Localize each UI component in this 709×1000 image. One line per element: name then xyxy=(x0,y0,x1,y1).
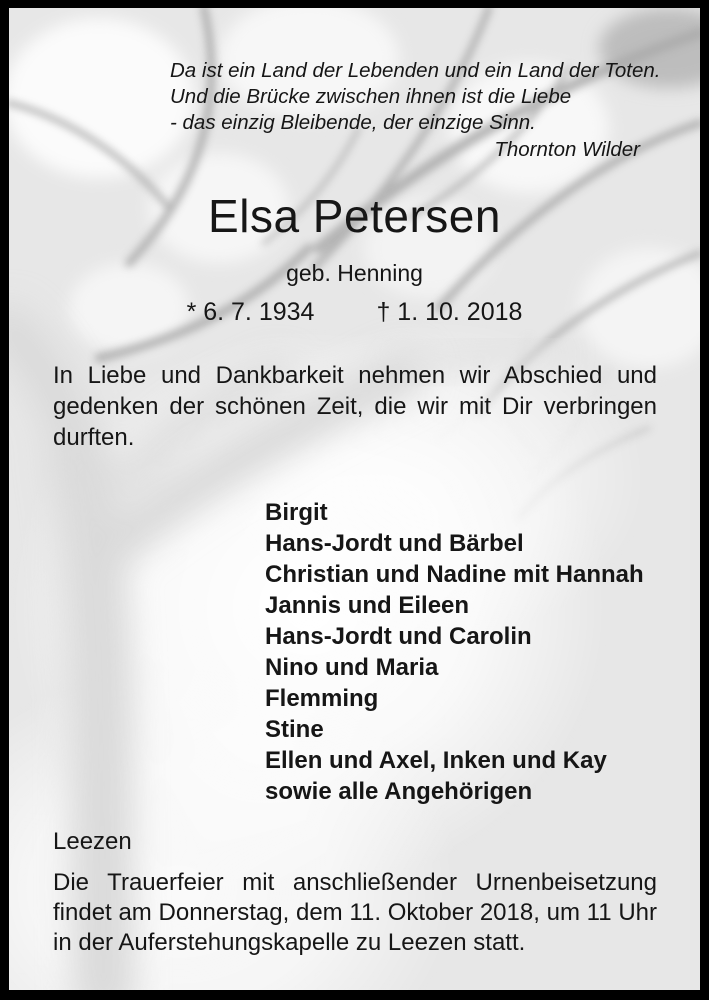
mourner-line: Jannis und Eileen xyxy=(265,592,470,619)
mourner-line: Nino und Maria xyxy=(265,654,439,681)
death-date: † 1. 10. 2018 xyxy=(376,298,523,326)
birth-date: * 6. 7. 1934 xyxy=(186,298,315,326)
mourner-line: Ellen und Axel, Inken und Kay xyxy=(265,747,607,774)
mourners-list xyxy=(265,497,644,807)
quote-line: - das einzig Bleibende, der einzige Sinn. xyxy=(170,111,536,134)
mourner-line: Birgit xyxy=(265,499,328,526)
mourner-line: Stine xyxy=(265,716,324,743)
mourner-line: Hans-Jordt und Bärbel xyxy=(265,530,524,557)
mourner-line: sowie alle Angehörigen xyxy=(265,778,533,805)
life-dates xyxy=(9,298,700,326)
opening-quote xyxy=(170,58,661,163)
deceased-name: Elsa Petersen xyxy=(208,190,501,242)
mourner-line: Flemming xyxy=(265,685,379,712)
maiden-name: geb. Henning xyxy=(286,260,423,286)
mourner-line: Christian und Nadine mit Hannah xyxy=(265,561,644,588)
mourner-line: Hans-Jordt und Carolin xyxy=(265,623,532,650)
quote-line: Da ist ein Land der Lebenden und ein Land der Toten. xyxy=(170,59,661,82)
location-text: Leezen xyxy=(53,828,132,855)
paper-background xyxy=(9,8,700,990)
quote-attribution: Thornton Wilder xyxy=(494,138,640,161)
quote-line: Und die Brücke zwischen ihnen ist die Liebe xyxy=(170,85,572,108)
funeral-details: Die Trauerfeier mit anschließender Urnenbeisetzung findet am Donnerstag, dem 11. Oktober 2018, um 11 Uhr in der Auferstehungskapelle zu Leezen statt. xyxy=(53,869,657,956)
tribute-text: In Liebe und Dankbarkeit nehmen wir Abschied und gedenken der schönen Zeit, die wir mit Dir verbringen durften. xyxy=(53,362,657,451)
